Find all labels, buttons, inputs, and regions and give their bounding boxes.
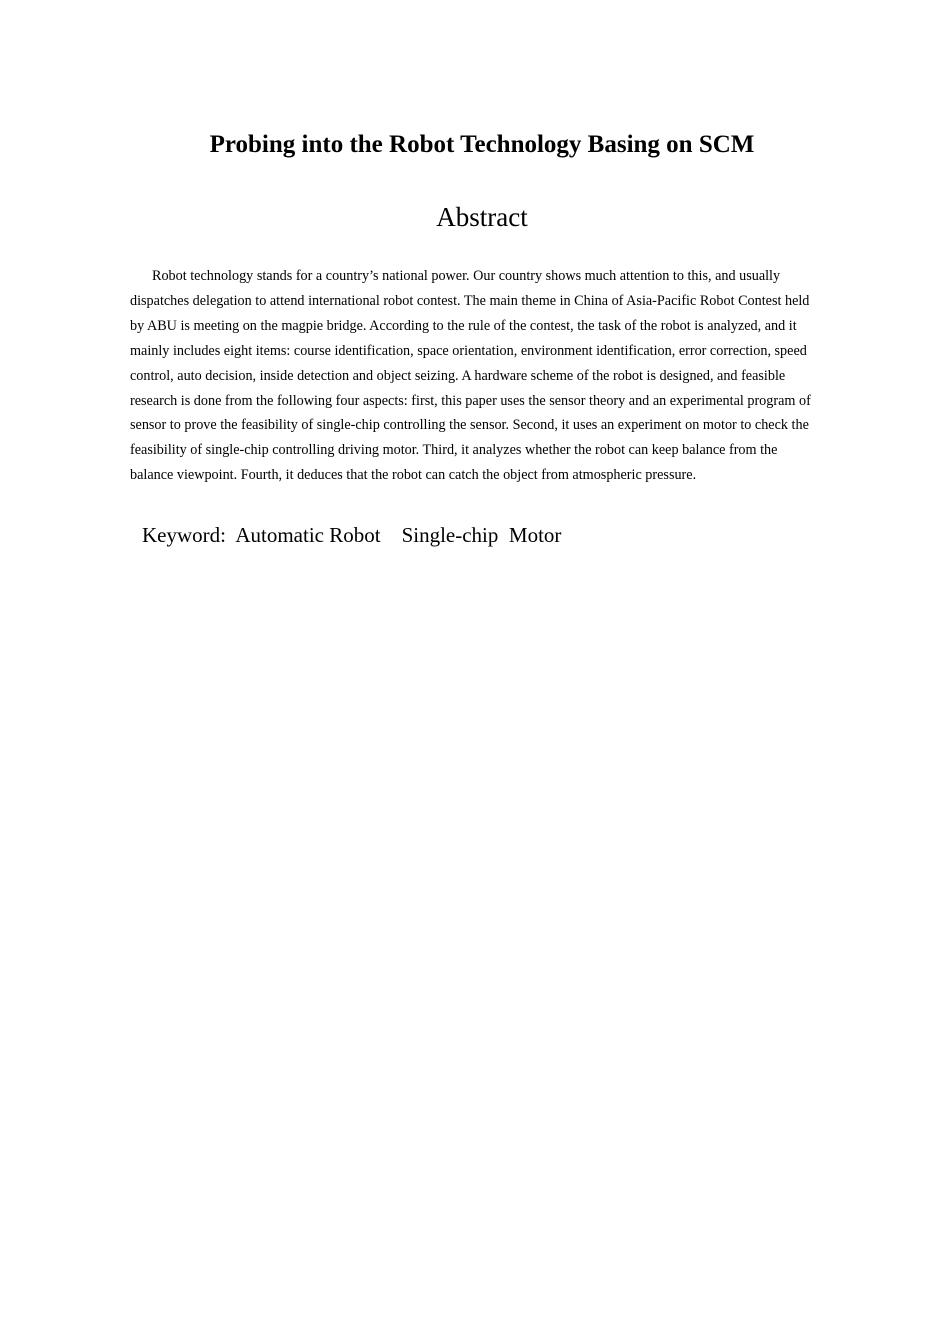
abstract-heading: Abstract (436, 202, 528, 232)
keyword-item: Automatic Robot (235, 523, 381, 547)
keywords-label: Keyword: (142, 523, 226, 547)
keywords-line (142, 520, 561, 550)
keyword-item: Single-chip (401, 523, 499, 547)
keyword-item: Motor (508, 523, 562, 547)
paper-title: Probing into the Robot Technology Basing on SCM (209, 131, 755, 158)
abstract-paragraph: Robot technology stands for a country’s national power. Our country shows much attention to this, and usually dispatches delegation to attend international robot contest. The main theme in China of Asia-Pacific Robot Contest held by ABU is meeting on the magpie bridge. According to the rule of the contest, the task of the robot is analyzed, and it mainly includes eight items: course identification, space orientation, environment identification, error correction, speed control, auto decision, inside detection and object seizing. A hardware scheme of the robot is designed, and feasible research is done from the following four aspects: first, this paper uses the sensor theory and an experimental program of sensor to prove the feasibility of single-chip controlling the sensor. Second, it uses an experiment on motor to check the feasibility of single-chip controlling driving motor. Third, it analyzes whether the robot can keep balance from the balance viewpoint. Fourth, it deduces that the robot can catch the object from atmospheric pressure. (130, 268, 811, 484)
